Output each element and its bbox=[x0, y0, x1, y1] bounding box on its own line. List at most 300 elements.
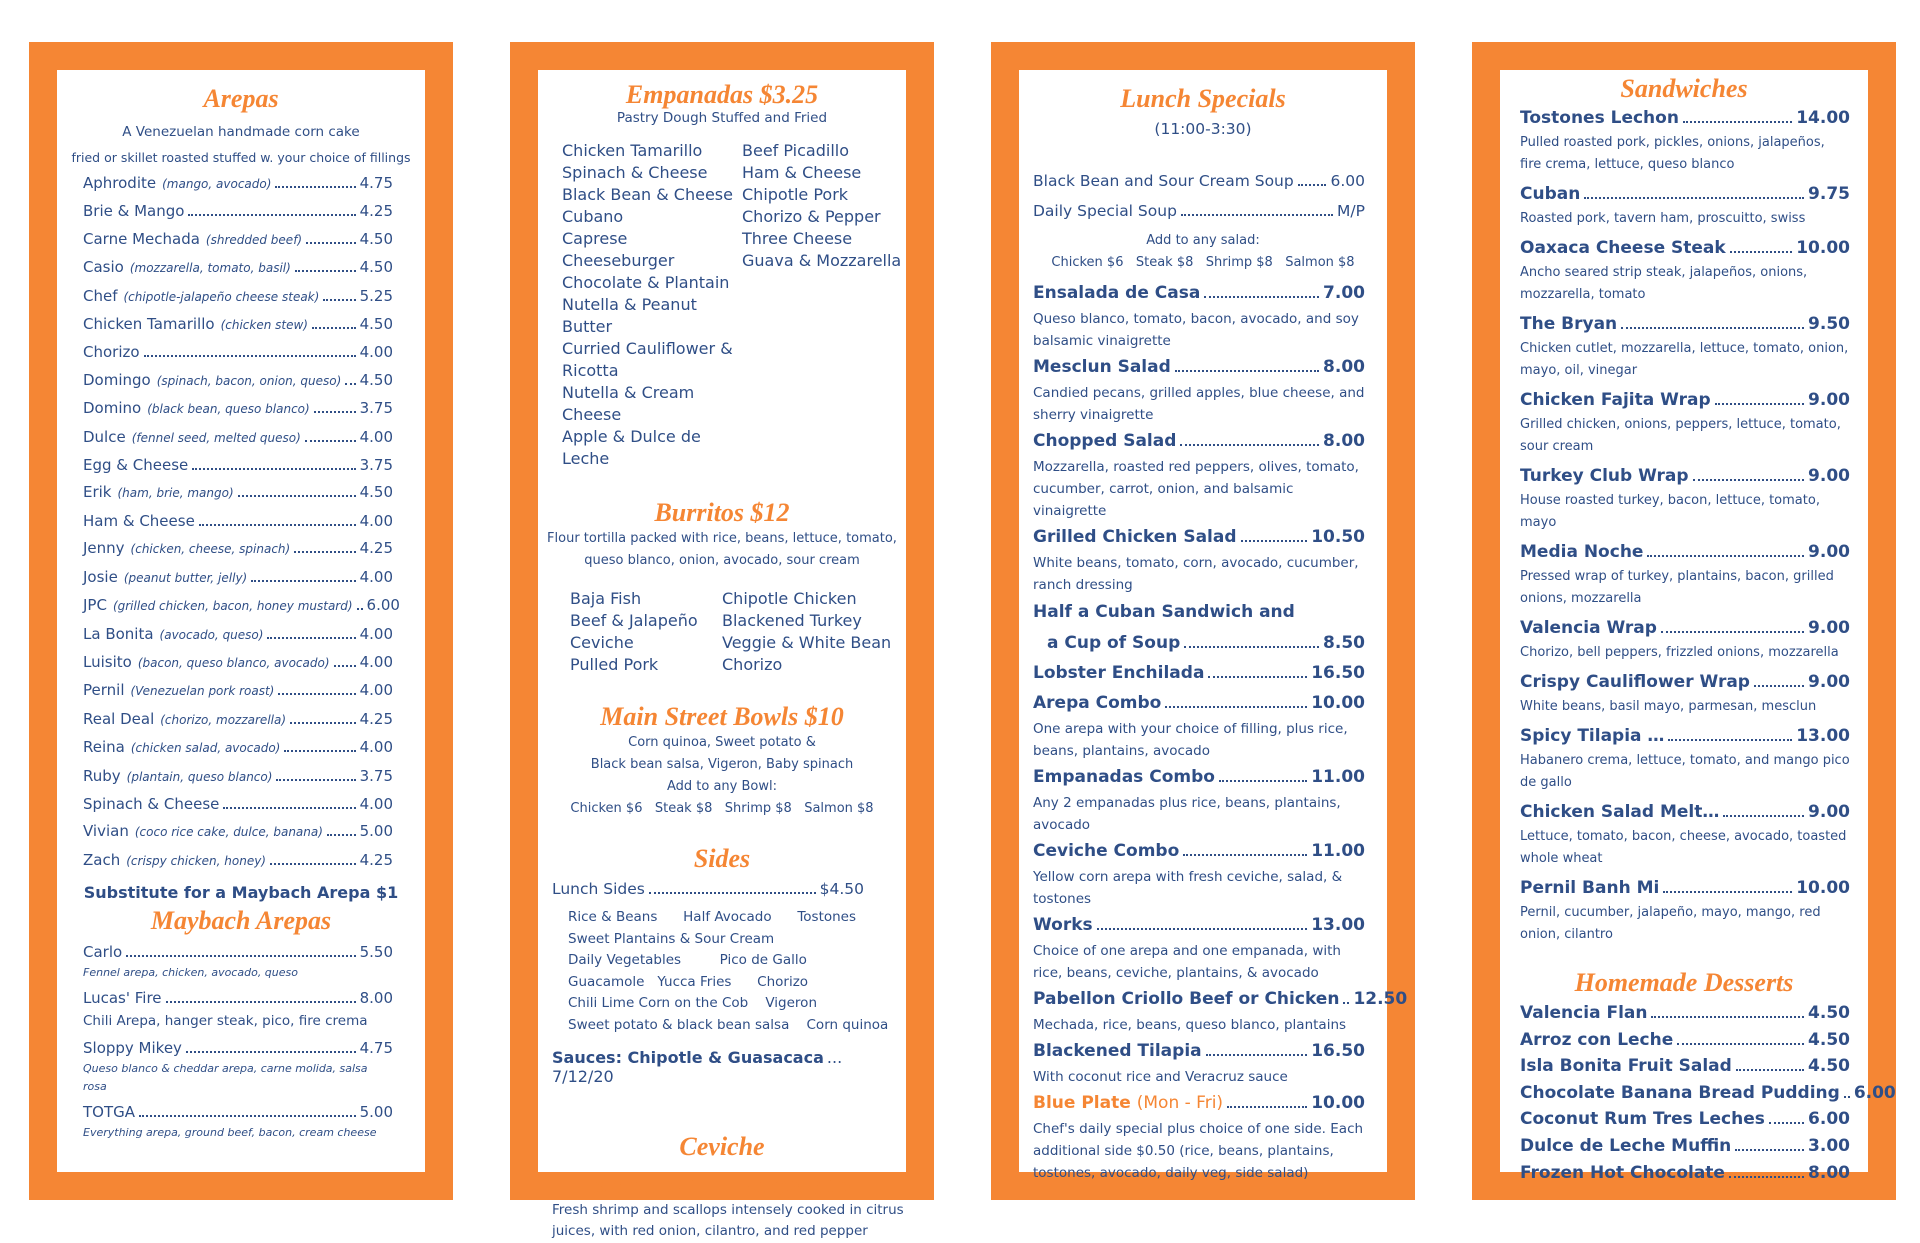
maybach-item-price: 4.75 bbox=[359, 1039, 393, 1058]
side-item-line: Rice & Beans Half Avocado Tostones bbox=[568, 909, 857, 925]
arepa-item bbox=[83, 677, 393, 705]
empanada-item: Nutella & Cream Cheese bbox=[562, 383, 695, 424]
arepa-item-name: Ruby bbox=[83, 766, 121, 785]
maybach-item-desc: Queso blanco & cheddar arepa, carne molida, salsa rosa bbox=[83, 1062, 368, 1094]
sandwich-item-desc: White beans, basil mayo, parmesan, mesclun bbox=[1520, 699, 1817, 714]
lunch-item bbox=[1033, 278, 1365, 308]
cuban-price: 8.50 bbox=[1323, 633, 1365, 653]
arepa-item-price: 4.75 bbox=[359, 174, 393, 192]
sandwich-item-price: 13.00 bbox=[1796, 726, 1850, 746]
side-item-line: Guacamole Yucca Fries Chorizo bbox=[568, 973, 809, 990]
cuban-combo bbox=[1019, 596, 1387, 658]
lunch-item bbox=[1033, 762, 1365, 792]
lunch-item-name: Blackened Tilapia bbox=[1033, 1041, 1202, 1061]
arepa-item-name: Domingo bbox=[83, 370, 151, 389]
sandwich-item-name: Cuban bbox=[1520, 184, 1581, 204]
sandwich-item-price: 9.00 bbox=[1808, 672, 1850, 692]
lunch-item-price: 16.50 bbox=[1311, 1041, 1365, 1061]
arepa-item-name: Chicken Tamarillo bbox=[83, 315, 215, 334]
burrito-item: Baja Fish bbox=[570, 589, 642, 608]
dessert-item-name: Frozen Hot Chocolate bbox=[1520, 1162, 1725, 1183]
sandwich-item-desc: Lettuce, tomato, bacon, cheese, avocado, toasted whole wheat bbox=[1520, 829, 1847, 866]
arepa-item-name: Erik bbox=[83, 483, 112, 502]
dot-leader bbox=[1668, 739, 1792, 741]
side-item-line: Sweet Plantains & Sour Cream bbox=[568, 930, 775, 947]
maybach-item-desc: Fennel arepa, chicken, avocado, queso bbox=[83, 966, 298, 980]
empanada-item: Cubano bbox=[562, 207, 624, 226]
arepas-panel bbox=[29, 42, 453, 1200]
arepa-item bbox=[83, 226, 393, 254]
arepas-title: Arepas bbox=[203, 84, 279, 113]
arepa-item-desc: (coco rice cake, dulce, banana) bbox=[134, 825, 323, 840]
sandwich-item-price: 9.00 bbox=[1808, 390, 1850, 410]
empanada-item: Black Bean & Cheese bbox=[562, 185, 733, 204]
dot-leader bbox=[1769, 1122, 1804, 1124]
arepa-item-desc: (fennel seed, melted queso) bbox=[131, 430, 301, 445]
arepa-item-price: 4.00 bbox=[359, 624, 393, 643]
bowls-line-1: Corn quinoa, Sweet potato & bbox=[628, 735, 816, 750]
desserts-title: Homemade Desserts bbox=[1574, 968, 1794, 997]
soup-row bbox=[1033, 196, 1365, 226]
arepa-item-desc: (spinach, bacon, onion, queso) bbox=[156, 373, 342, 388]
arepa-item bbox=[83, 791, 393, 818]
empanada-item: Chicken Tamarillo bbox=[562, 141, 703, 160]
lunch-item bbox=[1033, 688, 1365, 718]
maybach-item-price: 5.00 bbox=[359, 1103, 393, 1122]
dessert-item bbox=[1520, 1080, 1896, 1107]
sandwich-item bbox=[1520, 180, 1850, 208]
burrito-item: Chorizo bbox=[722, 655, 783, 674]
lunch-sides-label: Lunch Sides bbox=[552, 880, 645, 898]
arepa-item-desc: (mozzarella, tomato, basil) bbox=[129, 261, 291, 276]
dot-leader bbox=[1584, 197, 1804, 199]
arepa-item bbox=[83, 452, 393, 479]
arepa-item-desc: (chicken stew) bbox=[220, 318, 308, 333]
empanada-item: Caprese bbox=[562, 229, 628, 248]
ceviche-small: Small $11 bbox=[593, 1170, 700, 1199]
empanadas-subtitle: Pastry Dough Stuffed and Fried bbox=[616, 110, 828, 126]
arepa-item-name: Real Deal bbox=[83, 709, 155, 728]
sandwich-item-price: 14.00 bbox=[1796, 108, 1850, 128]
maybach-item-name: Carlo bbox=[83, 943, 123, 962]
sandwiches-list bbox=[1500, 104, 1868, 946]
sauces-row bbox=[538, 1048, 906, 1086]
empanada-item: Ham & Cheese bbox=[742, 163, 862, 182]
dot-leader bbox=[295, 270, 356, 272]
salad-addon-2: Chicken $6 Steak $8 Shrimp $8 Salmon $8 bbox=[1051, 255, 1355, 270]
empanada-item: Spinach & Cheese bbox=[562, 163, 708, 182]
lunch-item-desc: Yellow corn arepa with fresh ceviche, salad, & tostones bbox=[1033, 869, 1343, 907]
cuban-name: a Cup of Soup bbox=[1047, 633, 1181, 653]
burrito-item: Beef & Jalapeño bbox=[570, 611, 698, 630]
maybach-title: Maybach Arepas bbox=[150, 906, 332, 936]
arepa-item bbox=[83, 621, 393, 649]
lunch-item-price: 11.00 bbox=[1311, 767, 1365, 787]
dot-leader bbox=[126, 955, 355, 957]
empanada-item: Chocolate & Plantain bbox=[562, 273, 730, 292]
lunch-item bbox=[1033, 910, 1365, 940]
maybach-item-name: Lucas' Fire bbox=[83, 989, 162, 1008]
desserts-list bbox=[1500, 1000, 1896, 1186]
burrito-item: Veggie & White Bean bbox=[722, 633, 892, 652]
arepa-item bbox=[83, 254, 393, 282]
arepa-item-name: Jenny bbox=[83, 539, 125, 558]
dot-leader bbox=[1844, 1096, 1850, 1098]
arepa-item bbox=[83, 311, 393, 339]
maybach-item-name: Sloppy Mikey bbox=[83, 1039, 182, 1058]
dot-leader bbox=[1175, 370, 1319, 372]
blue-plate-desc: Chef's daily special plus choice of one side. Each additional side $0.50 (rice, beans, plantains, tostones, avocado, daily veg, side salad) bbox=[1033, 1121, 1364, 1181]
arepa-item-price: 4.25 bbox=[359, 850, 393, 869]
dot-leader bbox=[251, 580, 355, 582]
sandwich-item bbox=[1520, 462, 1850, 490]
empanada-item: Beef Picadillo bbox=[742, 141, 850, 160]
sandwich-item bbox=[1520, 234, 1850, 262]
maybach-item-price: 8.00 bbox=[359, 989, 393, 1008]
dot-leader bbox=[275, 186, 355, 188]
lunch-item-price: 10.00 bbox=[1311, 693, 1365, 713]
ceviche-desc-2: juices, with red onion, cilantro, and red pepper bbox=[552, 1223, 868, 1239]
dessert-item-price: 4.50 bbox=[1808, 1003, 1850, 1023]
arepa-item-price: 3.75 bbox=[359, 766, 393, 785]
dot-leader bbox=[1715, 403, 1804, 405]
dot-leader bbox=[327, 834, 356, 836]
arepa-item-name: Egg & Cheese bbox=[83, 456, 189, 475]
sandwich-item bbox=[1520, 310, 1850, 338]
dot-leader bbox=[1180, 444, 1319, 446]
dessert-item-name: Dulce de Leche Muffin bbox=[1520, 1135, 1732, 1156]
dot-leader bbox=[238, 495, 356, 497]
dot-leader bbox=[270, 863, 356, 865]
sandwich-item bbox=[1520, 668, 1850, 696]
dessert-item-name: Chocolate Banana Bread Pudding bbox=[1520, 1082, 1840, 1103]
blue-plate bbox=[1019, 1088, 1387, 1184]
empanada-item: Three Cheese bbox=[742, 229, 853, 248]
lunch-items-2 bbox=[1019, 658, 1408, 1088]
arepas-list bbox=[57, 170, 425, 875]
dessert-item-price: 8.00 bbox=[1808, 1162, 1850, 1183]
dot-leader bbox=[1204, 296, 1319, 298]
arepa-item-name: Ham & Cheese bbox=[83, 511, 195, 530]
lunch-item bbox=[1033, 426, 1365, 456]
dessert-item-name: Isla Bonita Fruit Salad bbox=[1520, 1056, 1732, 1077]
side-item-line: Daily Vegetables Pico de Gallo bbox=[568, 952, 807, 968]
dot-leader bbox=[1343, 1002, 1349, 1004]
sandwich-item-price: 10.00 bbox=[1796, 878, 1850, 898]
dot-leader bbox=[284, 750, 355, 752]
maybach-item-desc: Everything arepa, ground beef, bacon, cream cheese bbox=[83, 1126, 377, 1140]
arepa-item-price: 3.75 bbox=[359, 399, 393, 418]
arepa-item-name: Brie & Mango bbox=[83, 202, 185, 221]
lunch-item bbox=[1033, 522, 1365, 552]
sandwich-item-name: The Bryan bbox=[1520, 314, 1618, 334]
blue-plate-days: (Mon - Fri) bbox=[1136, 1093, 1224, 1113]
empanada-item: Nutella & Peanut Butter bbox=[562, 295, 697, 336]
lunch-items bbox=[1019, 278, 1387, 596]
blue-plate-row bbox=[1033, 1088, 1365, 1118]
lunch-item-desc: White beans, tomato, corn, avocado, cucumber, ranch dressing bbox=[1033, 555, 1359, 593]
dessert-item bbox=[1520, 1027, 1850, 1054]
dessert-item-name: Coconut Rum Tres Leches bbox=[1520, 1109, 1765, 1130]
sandwich-item bbox=[1520, 722, 1850, 750]
side-item-line: Sweet potato & black bean salsa Corn quinoa bbox=[568, 1016, 889, 1033]
sandwiches-title: Sandwiches bbox=[1620, 74, 1748, 103]
arepa-item-desc: (plantain, queso blanco) bbox=[126, 769, 273, 784]
lunch-item-desc: Mechada, rice, beans, queso blanco, plantains bbox=[1033, 1017, 1347, 1033]
arepa-item-price: 3.75 bbox=[359, 456, 393, 475]
empanadas-title: Empanadas $3.25 bbox=[625, 80, 819, 109]
cuban-line-2 bbox=[1033, 628, 1365, 658]
sandwich-item-name: Chicken Fajita Wrap bbox=[1520, 390, 1711, 410]
ceviche-large: Large $16 bbox=[741, 1170, 851, 1199]
arepa-item-price: 6.00 bbox=[366, 596, 400, 615]
arepa-item bbox=[83, 508, 393, 535]
blue-plate-name: Blue Plate bbox=[1033, 1093, 1131, 1113]
lunch-item-price: 8.00 bbox=[1323, 357, 1365, 377]
arepa-item bbox=[83, 395, 393, 423]
arepa-item-price: 4.50 bbox=[359, 483, 393, 502]
dot-leader bbox=[1677, 1043, 1804, 1045]
arepa-item-price: 4.25 bbox=[359, 539, 393, 558]
dot-leader bbox=[1683, 121, 1792, 123]
sandwich-item bbox=[1520, 104, 1850, 132]
lunch-item-desc: Any 2 empanadas plus rice, beans, plantains, avocado bbox=[1033, 795, 1341, 833]
arepa-item bbox=[83, 564, 393, 592]
arepa-item bbox=[83, 763, 393, 791]
empanada-item: Chipotle Pork bbox=[742, 185, 849, 204]
burritos-desc-1: Flour tortilla packed with rice, beans, lettuce, tomato, bbox=[547, 531, 897, 546]
maybach-item bbox=[83, 940, 393, 964]
lunch-item-price: 7.00 bbox=[1323, 283, 1365, 303]
soup-1-price: 6.00 bbox=[1330, 172, 1365, 190]
dessert-item bbox=[1520, 1133, 1850, 1160]
sides-list bbox=[538, 907, 906, 1036]
maybach-item bbox=[83, 1100, 393, 1124]
lunch-item-desc: With coconut rice and Veracruz sauce bbox=[1033, 1069, 1288, 1085]
arepa-item-price: 4.50 bbox=[359, 370, 393, 389]
lunch-item-name: Mesclun Salad bbox=[1033, 357, 1171, 377]
sandwich-item-name: Crispy Cauliflower Wrap bbox=[1520, 672, 1750, 692]
empanada-item: Cheeseburger bbox=[562, 251, 675, 270]
dot-leader bbox=[267, 637, 355, 639]
sandwich-item-price: 10.00 bbox=[1796, 238, 1850, 258]
burrito-item: Pulled Pork bbox=[570, 655, 659, 674]
sandwich-item-name: Chicken Salad Melt… bbox=[1520, 802, 1720, 822]
blue-plate-price: 10.00 bbox=[1311, 1093, 1365, 1113]
arepa-item bbox=[83, 479, 393, 507]
sandwich-item-desc: Pressed wrap of turkey, plantains, bacon, grilled onions, mozzarella bbox=[1520, 569, 1834, 606]
sandwich-item-name: Turkey Club Wrap bbox=[1520, 466, 1689, 486]
dessert-item bbox=[1520, 1053, 1850, 1080]
arepa-item-desc: (shredded beef) bbox=[205, 232, 303, 247]
arepa-item-name: Domino bbox=[83, 399, 142, 418]
sandwich-item-desc: Chorizo, bell peppers, frizzled onions, mozzarella bbox=[1520, 645, 1839, 660]
arepa-item bbox=[83, 847, 393, 875]
sides-title: Sides bbox=[693, 844, 751, 873]
arepa-item-name: Aphrodite bbox=[83, 174, 157, 192]
dessert-item-name: Valencia Flan bbox=[1520, 1003, 1648, 1023]
dessert-item bbox=[1520, 1106, 1850, 1133]
arepa-item-price: 4.00 bbox=[359, 738, 393, 757]
sandwich-item-name: Tostones Lechon bbox=[1520, 108, 1679, 128]
lunch-item-desc: Candied pecans, grilled apples, blue cheese, and sherry vinaigrette bbox=[1033, 385, 1365, 423]
dot-leader bbox=[1097, 928, 1308, 930]
lunch-item-desc: Choice of one arepa and one empanada, with rice, beans, ceviche, plantains, & avocado bbox=[1033, 943, 1341, 981]
burrito-item: Blackened Turkey bbox=[722, 611, 862, 630]
lunch-item-price: 8.00 bbox=[1323, 431, 1365, 451]
arepa-item-price: 4.00 bbox=[359, 427, 393, 446]
lunch-sides-price: $4.50 bbox=[819, 880, 864, 898]
dot-leader bbox=[186, 1051, 356, 1053]
salad-addon-1: Add to any salad: bbox=[1146, 233, 1260, 248]
dot-leader bbox=[1208, 676, 1307, 678]
lunch-item-desc: Queso blanco, tomato, bacon, avocado, and soy balsamic vinaigrette bbox=[1033, 311, 1359, 349]
arepa-item-name: JPC bbox=[83, 596, 107, 615]
dot-leader bbox=[278, 693, 355, 695]
sandwich-item-price: 9.75 bbox=[1808, 184, 1850, 204]
soup-1-name: Black Bean and Sour Cream Soup bbox=[1033, 172, 1294, 190]
dot-leader bbox=[305, 440, 356, 442]
ceviche-title: Ceviche bbox=[679, 1132, 765, 1161]
sandwich-item-price: 9.00 bbox=[1808, 618, 1850, 638]
maybach-item-desc: Chili Arepa, hanger steak, pico, fire crema bbox=[83, 1013, 368, 1030]
soup-row bbox=[1033, 166, 1365, 196]
dessert-item-price: 6.00 bbox=[1853, 1082, 1896, 1103]
maybach-item bbox=[83, 1036, 393, 1060]
dot-leader bbox=[1651, 1016, 1804, 1018]
sandwich-item bbox=[1520, 874, 1850, 902]
lunch-card bbox=[1019, 70, 1408, 1181]
sandwich-item-price: 9.00 bbox=[1808, 802, 1850, 822]
arepa-item-desc: (chipotle-jalapeño cheese steak) bbox=[123, 289, 320, 304]
arepa-item-desc: (chicken salad, avocado) bbox=[130, 741, 281, 756]
arepa-item-desc: (black bean, queso blanco) bbox=[147, 402, 310, 417]
arepa-item-price: 4.00 bbox=[359, 794, 393, 813]
arepa-item-desc: (bacon, queso blanco, avocado) bbox=[137, 655, 330, 670]
ceviche-desc bbox=[538, 1200, 906, 1242]
dot-leader bbox=[192, 468, 355, 470]
dot-leader bbox=[166, 1001, 356, 1003]
arepa-item-name: Dulce bbox=[83, 427, 126, 446]
arepa-item-desc: (ham, brie, mango) bbox=[117, 486, 234, 501]
dessert-item bbox=[1520, 1000, 1850, 1027]
lunch-item bbox=[1033, 836, 1365, 866]
arepa-item bbox=[83, 339, 393, 366]
arepa-item-desc: (peanut butter, jelly) bbox=[123, 570, 248, 585]
dot-leader bbox=[1219, 780, 1307, 782]
arepa-item-price: 4.50 bbox=[359, 315, 393, 334]
arepa-item-desc: (Venezuelan pork roast) bbox=[130, 684, 275, 699]
lunch-item bbox=[1033, 1036, 1365, 1066]
sandwiches-card bbox=[1500, 70, 1896, 1183]
lunch-item-desc: Mozzarella, roasted red peppers, olives, tomato, cucumber, carrot, onion, and balsamic vinaigrette bbox=[1033, 459, 1359, 519]
dot-leader bbox=[1723, 815, 1804, 817]
dot-leader bbox=[312, 327, 356, 329]
burritos-desc-2: queso blanco, onion, avocado, sour cream bbox=[584, 553, 860, 568]
maybach-item bbox=[83, 986, 393, 1010]
arepa-item-name: La Bonita bbox=[83, 624, 154, 643]
dot-leader bbox=[1693, 479, 1804, 481]
ceviche-desc-1: Fresh shrimp and scallops intensely cooked in citrus bbox=[552, 1202, 904, 1218]
sandwich-item-desc: Pernil, cucumber, jalapeño, mayo, mango, red onion, cilantro bbox=[1520, 905, 1821, 942]
dessert-item-price: 4.50 bbox=[1808, 1056, 1850, 1077]
arepa-item-name: Spinach & Cheese bbox=[83, 794, 220, 813]
arepa-item-price: 5.00 bbox=[359, 822, 393, 841]
arepa-item bbox=[83, 734, 393, 762]
sandwich-item-price: 9.00 bbox=[1808, 466, 1850, 486]
lunch-item bbox=[1033, 984, 1408, 1014]
soup-2-name: Daily Special Soup bbox=[1033, 202, 1177, 220]
arepa-item-name: Zach bbox=[83, 850, 121, 869]
arepa-item bbox=[83, 424, 393, 452]
dot-leader bbox=[188, 214, 355, 216]
lunch-item-price: 12.50 bbox=[1353, 989, 1408, 1009]
dot-leader bbox=[345, 383, 355, 385]
burritos-col-1 bbox=[570, 588, 722, 676]
arepa-item-desc: (avocado, queso) bbox=[159, 627, 264, 642]
lunch-item-price: 10.50 bbox=[1311, 527, 1365, 547]
dot-leader bbox=[1663, 891, 1792, 893]
dot-leader bbox=[290, 722, 356, 724]
arepa-item-price: 4.00 bbox=[359, 343, 393, 362]
arepa-item-desc: (chorizo, mozzarella) bbox=[160, 712, 287, 727]
sandwich-item-desc: Grilled chicken, onions, peppers, lettuce, tomato, sour cream bbox=[1520, 417, 1841, 454]
lunch-title: Lunch Specials bbox=[1120, 84, 1286, 113]
lunch-item-name: Works bbox=[1033, 915, 1093, 935]
bowls-line-3: Add to any Bowl: bbox=[666, 779, 777, 794]
lunch-item-price: 11.00 bbox=[1311, 841, 1365, 861]
sauces-label: Sauces: Chipotle & Guasacaca bbox=[552, 1048, 824, 1067]
arepa-item-desc: (crispy chicken, honey) bbox=[126, 853, 266, 868]
lunch-item-name: Grilled Chicken Salad bbox=[1033, 527, 1237, 547]
lunch-item-name: Empanadas Combo bbox=[1033, 767, 1215, 787]
arepa-item-desc: (grilled chicken, bacon, honey mustard) bbox=[112, 599, 353, 614]
arepa-item bbox=[83, 818, 393, 846]
dot-leader bbox=[223, 807, 355, 809]
lunch-item-price: 16.50 bbox=[1311, 663, 1365, 683]
maybach-item-name: TOTGA bbox=[83, 1103, 136, 1122]
arepa-item-desc: (chicken, cheese, spinach) bbox=[130, 542, 291, 557]
dot-leader bbox=[1729, 1176, 1804, 1178]
arepa-item-name: Josie bbox=[83, 567, 118, 586]
sandwich-item-name: Spicy Tilapia … bbox=[1520, 726, 1665, 746]
arepa-item-price: 4.00 bbox=[359, 511, 393, 530]
maybach-item-price: 5.50 bbox=[359, 943, 393, 962]
dessert-item-name: Arroz con Leche bbox=[1520, 1029, 1674, 1050]
dot-leader bbox=[357, 608, 363, 610]
arepa-item-price: 4.50 bbox=[359, 258, 393, 277]
arepa-item-name: Pernil bbox=[83, 681, 125, 700]
sandwich-item-name: Oaxaca Cheese Steak bbox=[1520, 238, 1726, 258]
sandwich-item-desc: Habanero crema, lettuce, tomato, and mango pico de gallo bbox=[1520, 753, 1850, 790]
arepa-item-name: Chorizo bbox=[83, 343, 140, 362]
burritos-title: Burritos $12 bbox=[654, 498, 790, 527]
dot-leader bbox=[139, 1115, 356, 1117]
cuban-line-1: Half a Cuban Sandwich and bbox=[1033, 602, 1295, 622]
dot-leader bbox=[306, 242, 355, 244]
lunch-item bbox=[1033, 352, 1365, 382]
arepa-item-name: Carne Mechada bbox=[83, 229, 200, 248]
sandwich-item bbox=[1520, 614, 1850, 642]
arepa-item-name: Reina bbox=[83, 738, 125, 757]
burritos-col-2 bbox=[722, 588, 891, 676]
arepa-item-name: Casio bbox=[83, 258, 124, 277]
arepa-item-price: 4.00 bbox=[359, 567, 393, 586]
dot-leader bbox=[1754, 685, 1804, 687]
lunch-item bbox=[1033, 658, 1365, 688]
sandwich-item-name: Valencia Wrap bbox=[1520, 618, 1657, 638]
lunch-item-name: Lobster Enchilada bbox=[1033, 663, 1205, 683]
